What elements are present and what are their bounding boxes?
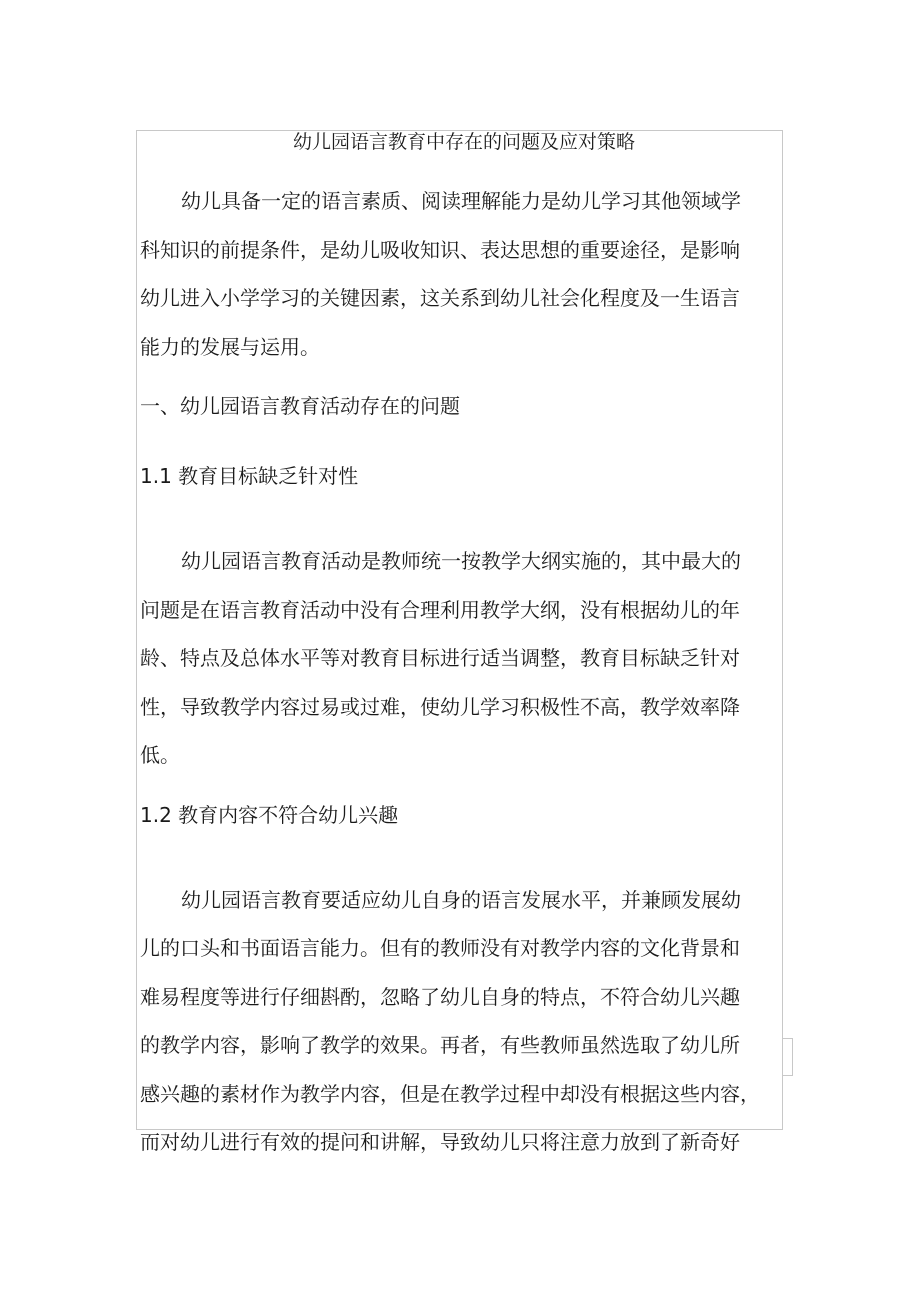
document-title: 幼儿园语言教育中存在的问题及应对策略 <box>292 131 635 153</box>
document-body <box>140 127 788 1187</box>
section-1-1-paragraph: 幼儿园语言教育活动是教师统一按教学大纲实施的，其中最大的 问题是在语言教育活动中没有合理利用教学大纲，没有根据幼儿的年 龄、特点及总体水平等对教育目标进行适当调整，教育目标缺乏针对 性，导致教学内容过易或过难，使幼儿学习积极性不高，教学效率降 低。 <box>140 549 741 767</box>
section-1-2-paragraph: 幼儿园语言教育要适应幼儿自身的语言发展水平，并兼顾发展幼 儿的口头和书面语言能力。但有的教师没有对教学内容的文化背景和 难易程度等进行仔细斟酌，忽略了幼儿自身的特点，不符合幼儿兴趣 的教学内容，影响了教学的效果。再者，有些教师虽然选取了幼儿所 感兴趣的素材作为教学内容，但是在教学过程中却没有根据这些内容， 而对幼儿进行有效的提问和讲解，导致幼儿只将注意力放到了新奇好 <box>140 887 760 1154</box>
section-1-2-heading: 1.2 教育内容不符合幼儿兴趣 <box>140 802 399 827</box>
intro-paragraph: 幼儿具备一定的语言素质、阅读理解能力是幼儿学习其他领域学 科知识的前提条件，是幼儿吸收知识、表达思想的重要途径，是影响 幼儿进入小学学习的关键因素，这关系到幼儿社会化程度及一生语言 能力的发展与运用。 <box>140 189 741 359</box>
section-1-heading: 一、幼儿园语言教育活动存在的问题 <box>140 394 460 418</box>
section-1-1-heading: 1.1 教育目标缺乏针对性 <box>140 464 359 488</box>
